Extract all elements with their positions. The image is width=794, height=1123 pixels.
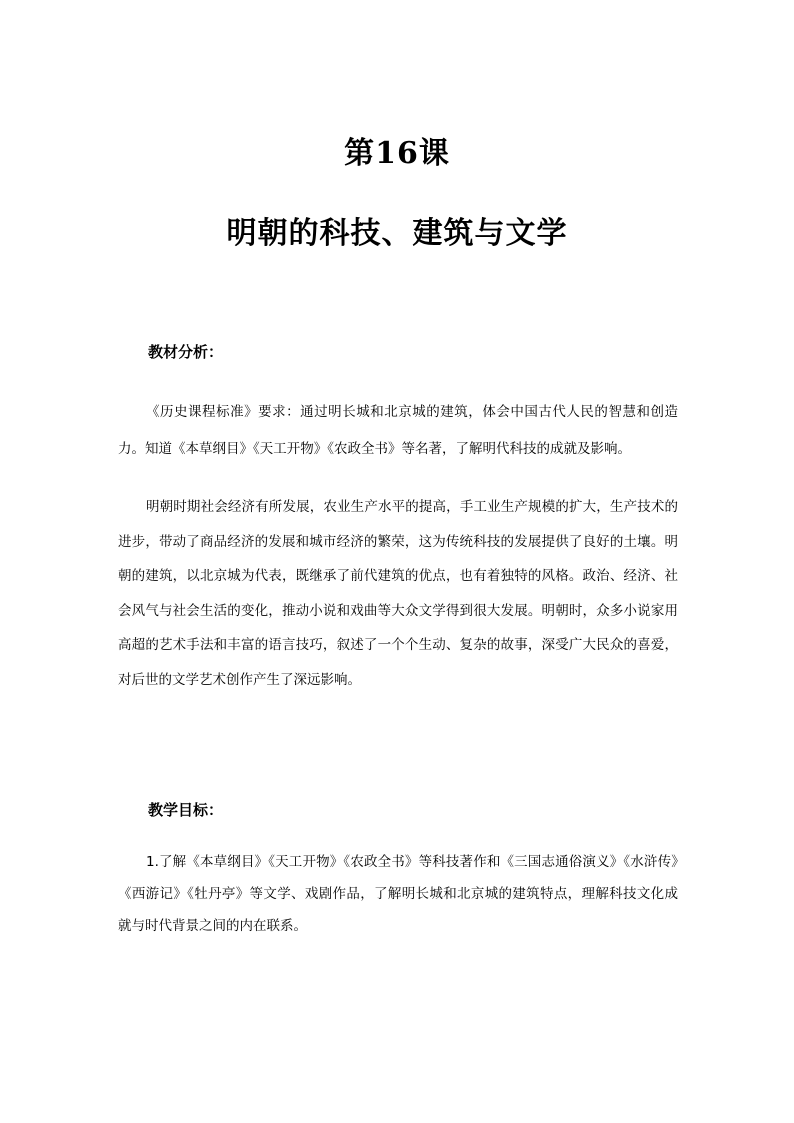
paragraph-historical-background: 明朝时期社会经济有所发展，农业生产水平的提高，手工业生产规模的扩大，生产技术的进步，带动了商品经济的发展和城市经济的繁荣，这为传统科技的发展提供了良好的土壤。明朝的建筑，以北京城为代表，既继承了前代建筑的优点，也有着独特的风格。政治、经济、社会风气与社会生活的变化，推动小说和戏曲等大众文学得到很大发展。明朝时，众多小说家用高超的艺术手法和丰富的语言技巧，叙述了一个个生动、复杂的故事，深受广大民众的喜爱，对后世的文学艺术创作产生了深远影响。	[118, 499, 678, 688]
page-title: 明朝的科技、建筑与文学	[226, 216, 568, 251]
section-heading-analysis: 教材分析：	[148, 343, 224, 361]
goal-item: 1.了解《本草纲目》《天工开物》《农政全书》等科技著作和《三国志通俗演义》《水浒传》《西游记》《牡丹亭》等文学、戏剧作品，了解明长城和北京城的建筑特点，理解科技文化成就与时代背景之间的内在联系。	[118, 854, 678, 934]
section-heading-goals: 教学目标：	[148, 801, 224, 819]
lesson-number-title: 第16课	[344, 136, 450, 171]
paragraph-curriculum-standard: 《历史课程标准》要求：通过明长城和北京城的建筑，体会中国古代人民的智慧和创造力。知道《本草纲目》《天工开物》《农政全书》等名著，了解明代科技的成就及影响。	[118, 404, 678, 457]
